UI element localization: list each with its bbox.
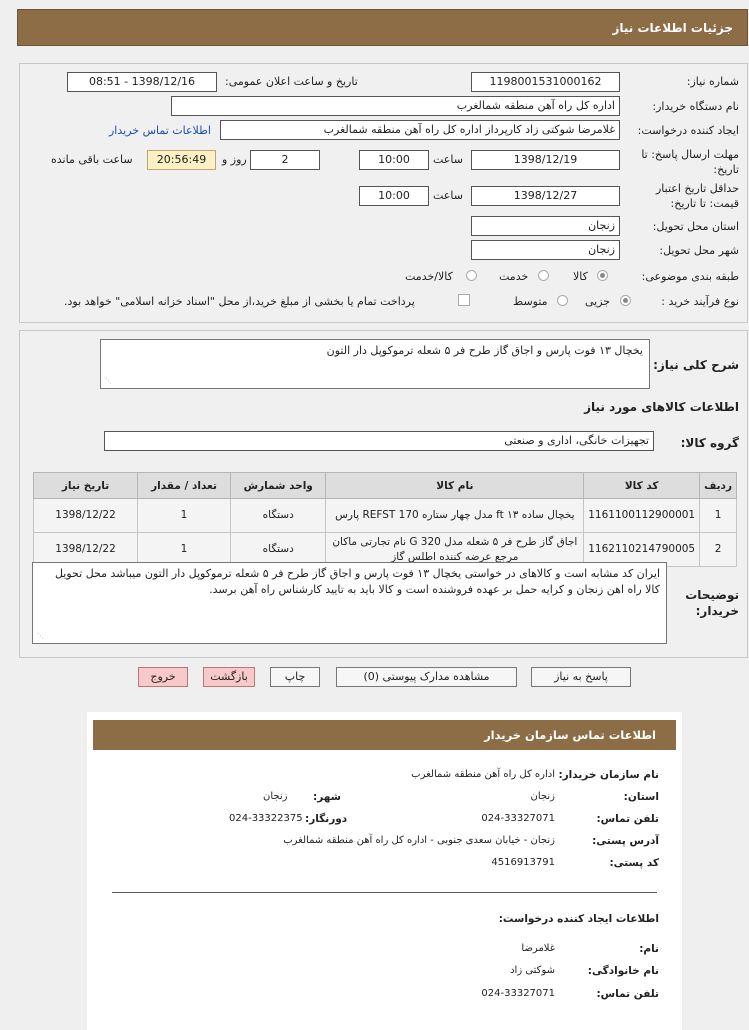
items-title: اطلاعات کالاهای مورد نیاز: [584, 400, 739, 414]
purchase-small-label: جزیی: [585, 295, 611, 308]
purchase-radio-small[interactable]: [620, 295, 631, 306]
creator-phone-value: 024-33327071: [481, 988, 555, 999]
cell-qty: 1: [138, 533, 231, 567]
purchase-radio-medium[interactable]: [557, 295, 568, 306]
fax-label: دورنگار:: [305, 813, 348, 825]
category-radio-goods[interactable]: [597, 270, 608, 281]
buyer-contact-link[interactable]: اطلاعات تماس خریدار: [109, 124, 211, 137]
cell-code: 1162110214790005: [584, 533, 700, 567]
contact-card-title: اطلاعات تماس سازمان خریدار: [484, 728, 656, 742]
province-field[interactable]: زنجان: [471, 216, 620, 236]
cell-name: اجاق گاز طرح فر ۵ شعله مدل G 320 نام تجارتی ماکان مرجع عرضه کننده اطلس گاز: [326, 533, 584, 567]
notes-label-2: خریدار:: [695, 604, 739, 618]
remaining-label: ساعت باقی مانده: [51, 153, 133, 166]
summary-textarea[interactable]: [100, 339, 650, 389]
announce-label: تاریخ و ساعت اعلان عمومی:: [225, 75, 358, 88]
page-header: [17, 9, 748, 46]
group-field[interactable]: تجهیزات خانگی، اداری و صنعتی: [104, 431, 654, 451]
remaining-time-field: 20:56:49: [147, 150, 216, 170]
deadline-label-2: تاریخ:: [713, 163, 739, 176]
contact-province-label: استان:: [623, 791, 659, 803]
view-documents-button[interactable]: مشاهده مدارک پیوستی (0): [336, 667, 517, 687]
deadline-time-field[interactable]: 10:00: [359, 150, 429, 170]
deadline-time-label: ساعت: [433, 153, 463, 166]
cell-unit: دستگاه: [230, 533, 325, 567]
need-number-label: شماره نیاز:: [686, 75, 739, 88]
validity-time-field[interactable]: 10:00: [359, 186, 429, 206]
page-title: جزئیات اطلاعات نیاز: [612, 21, 733, 35]
creator-label: ایجاد کننده درخواست:: [637, 124, 739, 137]
payment-note: پرداخت تمام یا بخشی از مبلغ خرید،از محل "اسناد خزانه اسلامی" خواهد بود.: [64, 295, 415, 308]
col-date: تاریخ نیاز: [34, 473, 138, 499]
col-code: کد کالا: [584, 473, 700, 499]
items-table: [33, 472, 737, 567]
table-row[interactable]: [34, 499, 737, 533]
cell-name: یخچال ساده ۱۳ ft مدل چهار ستاره REFST 170 پارس: [326, 499, 584, 533]
address-value: زنجان - خیابان سعدی جنوبی - اداره کل راه آهن منطقه شمالغرب: [283, 835, 555, 846]
notes-label: توضیحات: [685, 588, 739, 602]
contact-card-header: [93, 720, 676, 750]
deadline-date-field[interactable]: 1398/12/19: [471, 150, 620, 170]
city-field[interactable]: زنجان: [471, 240, 620, 260]
cell-qty: 1: [138, 499, 231, 533]
creator-family-label: نام خانوادگی:: [587, 965, 659, 977]
notes-textarea[interactable]: [32, 562, 667, 644]
table-header-row: [34, 473, 737, 499]
treasury-checkbox[interactable]: [458, 294, 470, 306]
cell-row: 1: [700, 499, 737, 533]
col-qty: تعداد / مقدار: [138, 473, 231, 499]
fax-value: 024-33322375: [229, 813, 303, 824]
org-value: اداره کل راه آهن منطقه شمالغرب: [411, 769, 555, 780]
resize-grip-icon[interactable]: ⋰: [37, 632, 44, 640]
buyer-org-label: نام دستگاه خریدار:: [652, 100, 739, 113]
cell-unit: دستگاه: [230, 499, 325, 533]
creator-info-title: اطلاعات ایجاد کننده درخواست:: [498, 913, 659, 925]
category-goods-label: کالا: [573, 270, 588, 283]
col-unit: واحد شمارش: [230, 473, 325, 499]
announce-field[interactable]: 1398/12/16 - 08:51: [67, 72, 217, 92]
print-button[interactable]: چاپ: [270, 667, 320, 687]
contact-divider: [112, 892, 657, 893]
days-label: روز و: [222, 153, 247, 166]
creator-phone-label: تلفن تماس:: [596, 988, 659, 1000]
exit-button[interactable]: خروج: [138, 667, 188, 687]
cell-date: 1398/12/22: [34, 533, 138, 567]
validity-label: حداقل تاریخ اعتبار: [655, 182, 739, 195]
org-label: نام سازمان خریدار:: [558, 769, 659, 781]
category-service-label: خدمت: [499, 270, 529, 283]
reply-button[interactable]: پاسخ به نیاز: [531, 667, 631, 687]
creator-field[interactable]: غلامرضا شوکتی زاد کارپرداز اداره کل راه آهن منطقه شمالغرب: [220, 120, 620, 140]
buyer-org-field[interactable]: اداره کل راه آهن منطقه شمالغرب: [171, 96, 620, 116]
notes-text: ایران کد مشابه است و کالاهای در خواستی یخچال ۱۳ فوت پارس و اجاق گاز طرح فر ۵ شعله ترموکوپل دار التون میباشد محل تحویل کالا راه اهن زنجان و کرایه حمل بر عهده فروشنده است و کالا باید به تایید کارشناس راه آهن برسد.: [54, 567, 660, 596]
back-button[interactable]: بازگشت: [203, 667, 255, 687]
creator-name-label: نام:: [639, 943, 659, 955]
postal-value: 4516913791: [491, 857, 555, 868]
col-row: ردیف: [700, 473, 737, 499]
summary-text: یخچال ۱۳ فوت پارس و اجاق گاز طرح فر ۵ شعله ترموکوپل دار التون: [326, 344, 643, 357]
validity-time-label: ساعت: [433, 189, 463, 202]
address-label: آدرس پستی:: [592, 835, 659, 847]
cell-row: 2: [700, 533, 737, 567]
validity-date-field[interactable]: 1398/12/27: [471, 186, 620, 206]
group-label: گروه کالا:: [680, 436, 739, 450]
category-label: طبقه بندی موضوعی:: [641, 270, 739, 283]
city-label: شهر محل تحویل:: [659, 244, 739, 257]
cell-code: 1161100112900001: [584, 499, 700, 533]
purchase-medium-label: متوسط: [513, 295, 548, 308]
province-label: استان محل تحویل:: [652, 220, 739, 233]
category-radio-service[interactable]: [538, 270, 549, 281]
postal-label: کد پستی:: [609, 857, 659, 869]
contact-city-value: زنجان: [263, 791, 288, 802]
col-name: نام کالا: [326, 473, 584, 499]
contact-phone-label: تلفن تماس:: [596, 813, 659, 825]
creator-name-value: غلامرضا: [521, 943, 555, 954]
creator-family-value: شوکتی زاد: [510, 965, 555, 976]
contact-phone-value: 024-33327071: [481, 813, 555, 824]
resize-grip-icon[interactable]: ⋰: [105, 377, 112, 385]
days-field[interactable]: 2: [250, 150, 320, 170]
validity-label-2: قیمت: تا تاریخ:: [670, 197, 739, 210]
deadline-label: مهلت ارسال پاسخ: تا: [641, 148, 739, 161]
contact-city-label: شهر:: [313, 791, 341, 803]
purchase-label: نوع فرآیند خرید :: [661, 295, 739, 308]
category-radio-both[interactable]: [466, 270, 477, 281]
summary-label: شرح کلی نیاز:: [653, 358, 739, 372]
need-number-field[interactable]: 1198001531000162: [471, 72, 620, 92]
category-both-label: کالا/خدمت: [405, 270, 453, 283]
cell-date: 1398/12/22: [34, 499, 138, 533]
contact-province-value: زنجان: [530, 791, 555, 802]
buyer-contact-card: [87, 712, 682, 1030]
